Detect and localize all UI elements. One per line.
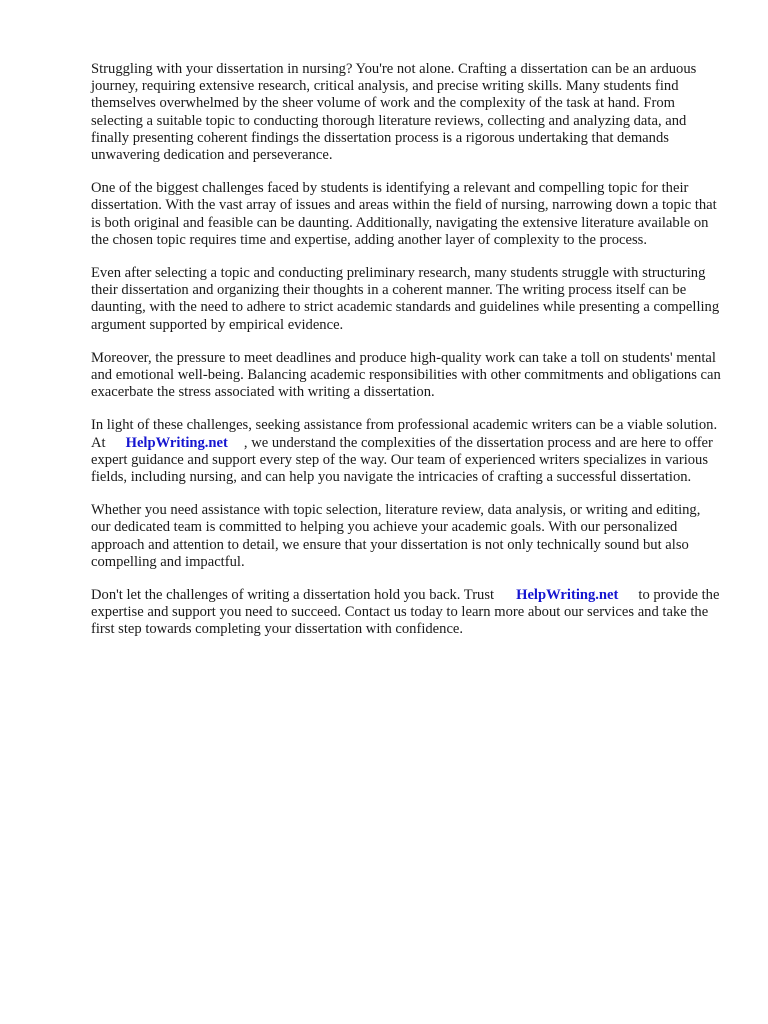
paragraph-assistance-text-start: In light of these challenges, seeking assistance from professional academic writers can be a viable solution. At	[91, 417, 718, 451]
paragraph-structuring: Even after selecting a topic and conducting preliminary research, many students struggle with structuring their dissertation and organizing their thoughts in a coherent manner. The writing process itself can be daunting, with the need to adhere to strict academic standards and guidelines while presenting a compelling argument supported by empirical evidence.	[91, 265, 720, 333]
paragraph-services: Whether you need assistance with topic selection, literature review, data analysis, or writing and editing, our dedicated team is committed to helping you achieve your academic goals. With our personalized approach and attention to detail, we ensure that your dissertation is not only technically sound but also compelling and impactful.	[91, 502, 701, 570]
document-body	[91, 61, 723, 655]
paragraph-pressure: Moreover, the pressure to meet deadlines and produce high-quality work can take a toll on students' mental and emotional well-being. Balancing academic responsibilities with other commitments and obligations can exacerbate the stress associated with writing a dissertation.	[91, 349, 721, 401]
helpwriting-link[interactable]: HelpWriting.net	[125, 434, 228, 451]
paragraph-assistance	[91, 417, 723, 486]
paragraph-intro: Struggling with your dissertation in nursing? You're not alone. Crafting a dissertation can be an arduous journey, requiring extensive research, critical analysis, and precise writing skills. Many students find themselves overwhelmed by the sheer volume of work and the complexity of the task at hand. From selecting a suitable topic to conducting thorough literature reviews, collecting and analyzing data, and finally presenting coherent findings the dissertation process is a rigorous undertaking that demands unwavering dedication and perseverance.	[91, 61, 697, 164]
helpwriting-link[interactable]: HelpWriting.net	[516, 587, 619, 604]
paragraph-topic-challenges: One of the biggest challenges faced by students is identifying a relevant and compelling topic for their dissertation. With the vast array of issues and areas within the field of nursing, narrowing down a topic that is both original and feasible can be daunting. Additionally, navigating the extensive literature available on the chosen topic requires time and expertise, adding another layer of complexity to the process.	[91, 180, 717, 248]
paragraph-call-to-action	[91, 587, 723, 639]
paragraph-cta-text-end: to provide the expertise and support you need to succeed. Contact us today to learn more about our services and take the first step towards completing your dissertation with confidence.	[91, 587, 720, 638]
paragraph-cta-text-start: Don't let the challenges of writing a dissertation hold you back. Trust	[91, 587, 495, 604]
paragraph-assistance-text-end: , we understand the complexities of the dissertation process and are here to offer expert guidance and support every step of the way. Our team of experienced writers specializes in various fields, including nursing, and can help you navigate the intricacies of crafting a successful dissertation.	[91, 434, 713, 486]
